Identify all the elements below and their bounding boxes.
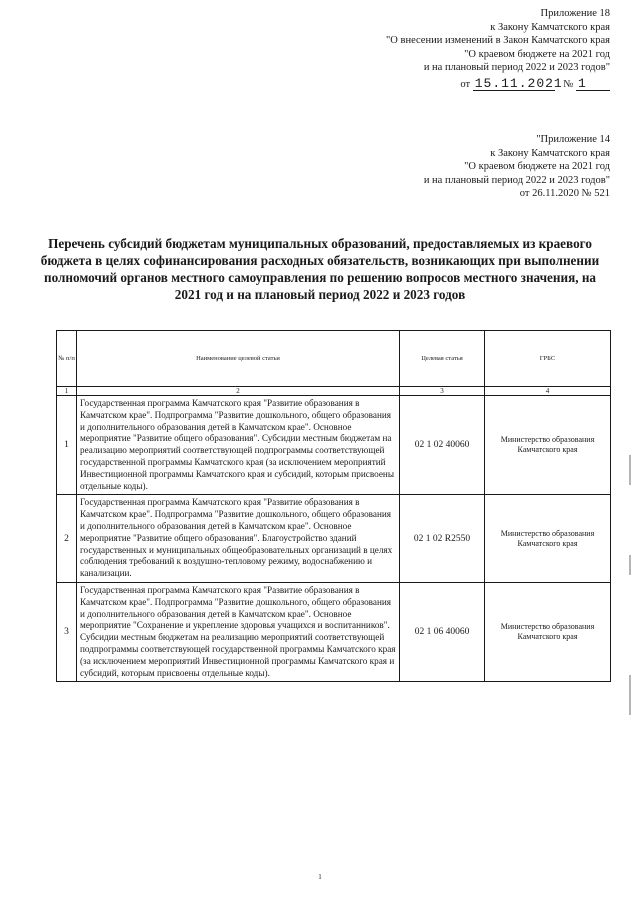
column-number: 4 [485,387,611,396]
row-grbs: Министерство образования Камчатского края [485,582,611,681]
column-numbers-row [57,387,611,396]
header-line: "О краевом бюджете на 2021 год [464,48,610,60]
row-grbs: Министерство образования Камчатского края [485,396,611,495]
header-line: "О внесении изменений в Закон Камчатского края [386,35,610,47]
number-label: № [563,78,574,90]
header-line: от 26.11.2020 № 521 [519,188,610,200]
header-line: Приложение 18 [540,8,610,19]
header-line: и на плановый период 2022 и 2023 годов" [423,174,610,186]
row-number: 3 [57,582,77,681]
row-code: 02 1 02 R2550 [400,495,485,583]
handwritten-date: 15.11.2021 [474,75,563,91]
scan-edge-mark [629,675,631,715]
header-date-line [386,77,610,92]
column-number: 3 [400,387,485,396]
header-appendix-14 [424,133,610,201]
table-row [57,582,611,681]
document-title: Перечень субсидий бюджетам муниципальных образований, предоставляемых из краевого бюджета в целях софинансирования расходных обязательств, возникающих при выполнении полномочий органов местного самоуправления по решению вопросов местного значения, на 2021 год и на плановый период 2022 и 2023 годов [40,236,600,302]
row-code: 02 1 06 40060 [400,582,485,681]
scan-edge-mark [629,455,631,485]
header-line: "Приложение 14 [536,134,610,145]
header-line: и на плановый период 2022 и 2023 годов" [423,62,610,74]
table-row [57,495,611,583]
header-line: к Закону Камчатского края [490,147,610,159]
handwritten-number: 1 [576,77,610,91]
subsidy-table [56,330,611,682]
header-code: Целевая статья [400,331,485,387]
header-line: "О краевом бюджете на 2021 год [464,161,610,173]
header-grbs: ГРБС [485,331,611,387]
table-row [57,396,611,495]
row-name: Государственная программа Камчатского края "Развитие образования в Камчатском крае". Подпрограмма "Развитие дошкольного, общего образования и дополнительного образования детей в Камчатском крае". Основное мероприятие "Сохранение и укрепление здоровья учащихся и воспитанников". Субсидии местным бюджетам на реализацию мероприятий соответствующей подпрограммы соответствующей государственной программы Камчатского края (за исключением мероприятий Инвестиционной программы Камчатского края и субсидий, которым присвоены отдельные коды). [77,582,400,681]
row-number: 2 [57,495,77,583]
row-code: 02 1 02 40060 [400,396,485,495]
row-name: Государственная программа Камчатского края "Развитие образования в Камчатском крае". Подпрограмма "Развитие дошкольного, общего образования и дополнительного образования детей в Камчатском крае". Основное мероприятие "Развитие общего образования". Субсидии местным бюджетам на реализацию мероприятий соответствующей подпрограммы соответствующей государственной программы Камчатского края (за исключением мероприятий Инвестиционной программы Камчатского края и субсидий, которым присвоены отдельные коды). [77,396,400,495]
row-number: 1 [57,396,77,495]
header-line: к Закону Камчатского края [490,21,610,33]
scan-edge-mark [629,555,631,575]
column-number: 1 [57,387,77,396]
header-num: № п/п [57,331,77,387]
row-grbs: Министерство образования Камчатского края [485,495,611,583]
page-number: 1 [318,873,322,881]
row-name: Государственная программа Камчатского края "Развитие образования в Камчатском крае". Подпрограмма "Развитие дошкольного, общего образования и дополнительного образования детей в Камчатском крае". Основное мероприятие "Развитие общего образования". Благоустройство зданий государственных и муниципальных общеобразовательных организаций в целях соблюдения требований к воздушно-тепловому режиму, водоснабжению и канализации. [77,495,400,583]
from-label: от [460,78,471,90]
column-number: 2 [77,387,400,396]
table-header-row [57,331,611,387]
header-name: Наименование целевой статьи [77,331,400,387]
header-appendix-18 [386,7,610,92]
